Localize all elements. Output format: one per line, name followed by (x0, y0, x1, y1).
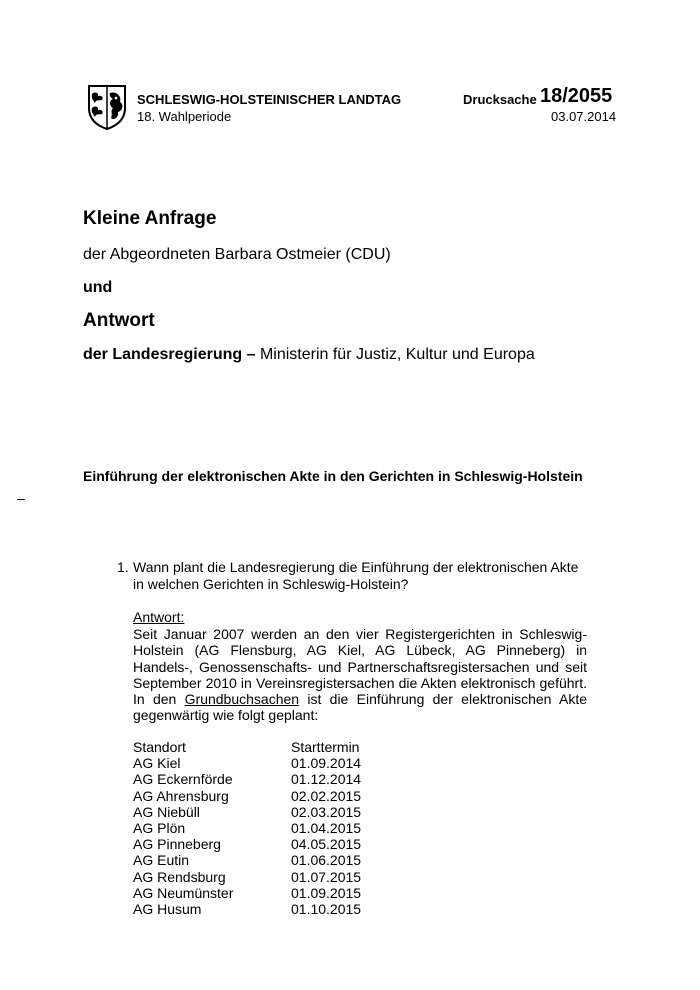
drucksache-number: 18/2055 (540, 85, 613, 107)
table-row (133, 869, 361, 885)
answer-heading: Antwort (83, 310, 155, 331)
cell-starttermin: 02.02.2015 (291, 787, 362, 804)
member-line: der Abgeordneten Barbara Ostmeier (CDU) (83, 246, 391, 263)
cell-starttermin: 01.10.2015 (291, 901, 362, 918)
answer-underlined-term: Grundbuchsachen (184, 691, 300, 708)
table-row (133, 788, 361, 804)
document-date: 03.07.2014 (551, 109, 617, 124)
table-row (133, 755, 361, 771)
document-type-heading: Kleine Anfrage (83, 208, 217, 229)
cell-starttermin: 02.03.2015 (291, 803, 362, 820)
table-row (133, 771, 361, 787)
cell-standort: AG Rendsburg (133, 868, 226, 885)
column-header-starttermin: Starttermin (291, 739, 360, 755)
legislative-period: 18. Wahlperiode (137, 109, 232, 124)
column-header-standort: Standort (133, 739, 186, 755)
cell-starttermin: 01.07.2015 (291, 868, 362, 885)
question-text: Wann plant die Landesregierung die Einführung der elektronischen Akte in welchen Gerichten in Schleswig-Holstein? (133, 559, 579, 592)
answer-text-part2: ist die Einführung der elektronischen Akte gegenwärtig wie folgt geplant: (133, 691, 587, 724)
government-label: der Landesregierung – (83, 346, 256, 363)
table-row (133, 804, 361, 820)
cell-standort: AG Neumünster (133, 884, 234, 901)
cell-standort: AG Eutin (133, 852, 190, 869)
cell-standort: AG Pinneberg (133, 836, 221, 853)
coat-of-arms-logo (86, 84, 128, 130)
cell-starttermin: 01.12.2014 (291, 771, 362, 788)
answer-text-part1: Seit Januar 2007 werden an den vier Registergerichten in Schleswig-Holstein (AG Flensburg, AG Kiel, AG Lübeck, AG Pinneberg) in Handels-, Genossenschafts- und Partnerschaftsregistersachen und seit September 2010 in Vereinsregistersachen die Akten elektronisch geführt. In den (133, 626, 587, 708)
cell-standort: AG Husum (133, 901, 202, 918)
separator-dash: – (17, 490, 25, 506)
government-line (83, 346, 535, 364)
cell-standort: AG Kiel (133, 755, 181, 772)
cell-standort: AG Niebüll (133, 803, 200, 820)
table-row (133, 885, 361, 901)
table-row (133, 852, 361, 868)
cell-standort: AG Plön (133, 820, 186, 837)
table-row (133, 820, 361, 836)
drucksache-label: Drucksache (463, 92, 537, 107)
cell-starttermin: 04.05.2015 (291, 836, 362, 853)
schedule-table (133, 739, 361, 917)
answer-label: Antwort: (133, 609, 185, 625)
subject-line: Einführung der elektronischen Akte in den Gerichten in Schleswig-Holstein (83, 468, 583, 484)
table-row (133, 901, 361, 917)
cell-starttermin: 01.04.2015 (291, 820, 362, 837)
question-number: 1. (117, 559, 129, 575)
ministry-name: Ministerin für Justiz, Kultur und Europa (255, 346, 535, 363)
answer-text (133, 626, 587, 724)
cell-starttermin: 01.09.2015 (291, 884, 362, 901)
table-header-row (133, 739, 361, 755)
cell-standort: AG Ahrensburg (133, 787, 229, 804)
table-row (133, 836, 361, 852)
cell-starttermin: 01.09.2014 (291, 755, 362, 772)
institution-name: SCHLESWIG-HOLSTEINISCHER LANDTAG (137, 92, 402, 107)
conjunction: und (83, 279, 113, 296)
cell-standort: AG Eckernförde (133, 771, 233, 788)
cell-starttermin: 01.06.2015 (291, 852, 362, 869)
